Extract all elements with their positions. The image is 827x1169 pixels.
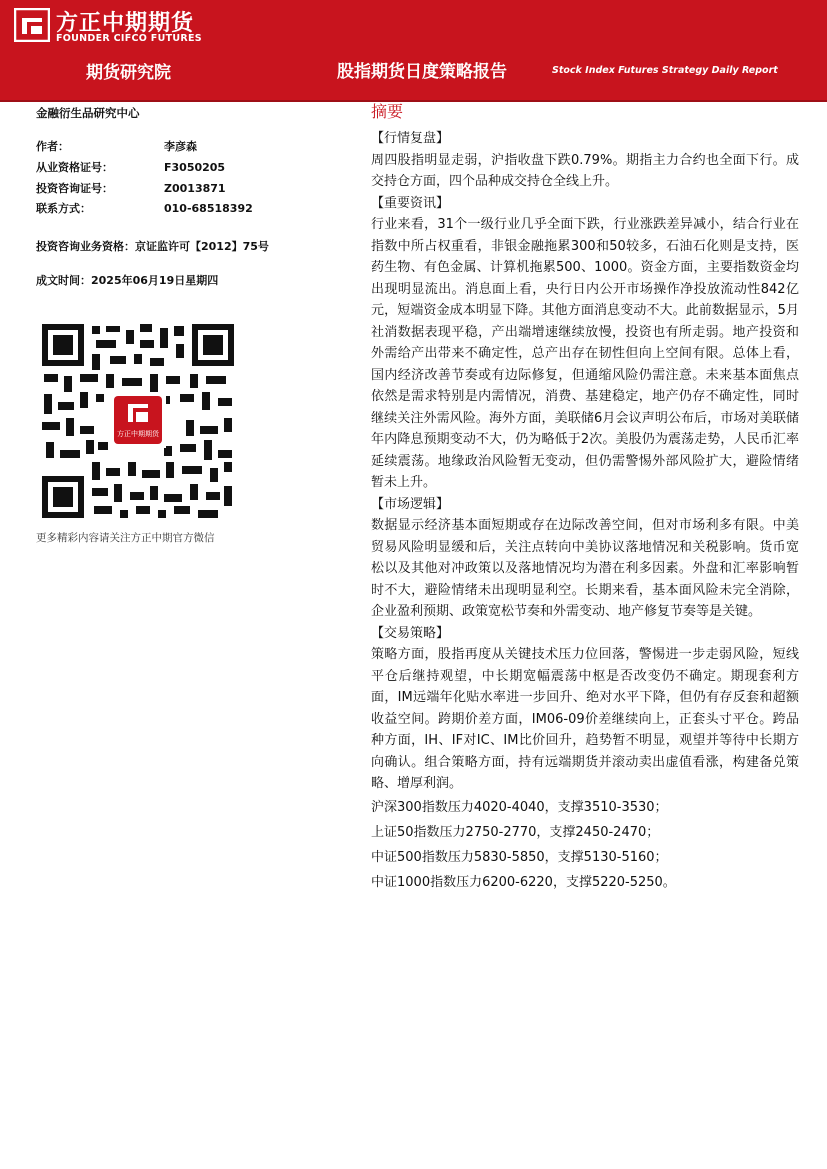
- report-date: 成文时间：2025年06月19日星期四: [36, 274, 219, 287]
- department-name: 金融衍生品研究中心: [36, 106, 140, 120]
- report-header: [0, 0, 827, 100]
- license-value: F3050205: [164, 161, 226, 174]
- market-logic-section: [371, 494, 799, 623]
- author-value: 李彦森: [164, 140, 197, 153]
- qr-center-label: 方正中期期货: [117, 430, 159, 438]
- section-text: 数据显示经济基本面短期或存在边际改善空间，但对市场利多有限。中美贸易风险明显缓和后，关注点转向中美协议落地情况和关税影响。货币宽松以及其他对冲政策以及落地情况均为潜在利多因素。外盘和汇率影响暂时不大，避险情绪未出现明显利空。长期来看，基本面风险未完全消除，企业盈利预期、政策宽松节奏和外需变动、地产修复节奏等是关键。: [371, 518, 799, 619]
- brand-name-cn: 方正中期期货: [56, 11, 195, 36]
- level-sz50: 上证50指数压力2750-2770，支撑2450-2470；: [371, 824, 660, 840]
- section-text: 行业来看，31个一级行业几乎全面下跌，行业涨跌差异减小，结合行业在指数中所占权重看，非银金融拖累300和50较多，石油石化则是支持，医药生物、有色金属、计算机拖累500、1000。资金方面，主要指数资金均出现明显流出。消息面上看，央行日内公开市场操作净投放流动性842亿元，短端资金成本明显下降。其他方面消息变动不大。此前数据显示，5月社消数据表现平稳，产出端增速继续放慢，投资也有所走弱。地产投资和外需给产出带来不确定性，总产出存在韧性但向上空间有限。总体上看，国内经济改善节奏或有边际修复，但通缩风险仍需注意。未来基本面焦点依然是需求特别是内需情况，消费、基建稳定，地产仍存不确定性，同时继续关注外需风险。海外方面，美联储6月会议声明公布后，市场对美联储年内降息预期变动不大，仍为略低于2次。美股仍为震荡走势，人民币汇率延续震荡。地缘政治风险暂无变动，但仍需警惕外部风险扩大，避险情绪暂未上升。: [371, 217, 799, 490]
- author-row: [36, 138, 197, 154]
- level-hs300: 沪深300指数压力4020-4040，支撑3510-3530；: [371, 799, 668, 815]
- brand-name-en: FOUNDER CIFCO FUTURES: [56, 33, 202, 44]
- trading-strategy-section: [371, 623, 799, 795]
- advisory-label: 投资咨询证号：: [36, 182, 113, 195]
- section-heading: 【行情复盘】: [371, 131, 450, 146]
- section-heading: 【交易策略】: [371, 625, 450, 641]
- advisory-value: Z0013871: [164, 182, 226, 195]
- section-text: 策略方面，股指再度从关键技术压力位回落，警惕进一步走弱风险，短线平仓后继持观望，中长期宽幅震荡中枢是否改变仍不确定。期现套利方面，IM远端年化贴水率进一步回升、绝对水平下降，但仍有存反套和超额收益空间。跨期价差方面，IM06-09价差继续向上，正套头寸平仓。跨品种方面，IH、IF对IC、IM比价回升，趋势暂不明显，观望并等待中长期方向确认。组合策略方面，持有远端期货并滚动卖出虚值看涨，构建备兑策略、增厚利润。: [371, 647, 799, 791]
- level-csi1000: 中证1000指数压力6200-6220，支撑5220-5250。: [371, 874, 676, 890]
- advisory-row: [36, 180, 226, 196]
- qr-caption: 更多精彩内容请关注方正中期官方微信: [36, 532, 215, 544]
- contact-value: 010-68518392: [164, 202, 253, 215]
- section-text: 周四股指明显走弱，沪指收盘下跌0.79%。期指主力合约也全面下行。成交持仓方面，四个品种成交持仓全线上升。: [371, 152, 799, 189]
- license-label: 从业资格证号：: [36, 161, 113, 174]
- index-levels: [371, 795, 799, 895]
- summary-column: [371, 102, 799, 895]
- wechat-qr-code[interactable]: [40, 322, 236, 520]
- section-heading: 【市场逻辑】: [371, 496, 450, 512]
- author-label: 作者：: [36, 140, 69, 153]
- level-csi500: 中证500指数压力5830-5850，支撑5130-5160；: [371, 849, 668, 865]
- section-heading: 【重要资讯】: [371, 195, 450, 211]
- institute-name: 期货研究院: [86, 63, 171, 83]
- company-logo-icon: [14, 8, 50, 42]
- contact-row: [36, 200, 253, 216]
- key-news-section: [371, 193, 799, 494]
- qualification-text: 投资咨询业务资格：京证监许可【2012】75号: [36, 240, 269, 253]
- summary-title: 摘要: [371, 102, 404, 121]
- contact-label: 联系方式：: [36, 202, 91, 215]
- market-review-section: [371, 128, 799, 193]
- report-subtitle: Stock Index Futures Strategy Daily Report: [552, 65, 778, 76]
- license-row: [36, 159, 225, 175]
- report-title: 股指期货日度策略报告: [337, 62, 507, 82]
